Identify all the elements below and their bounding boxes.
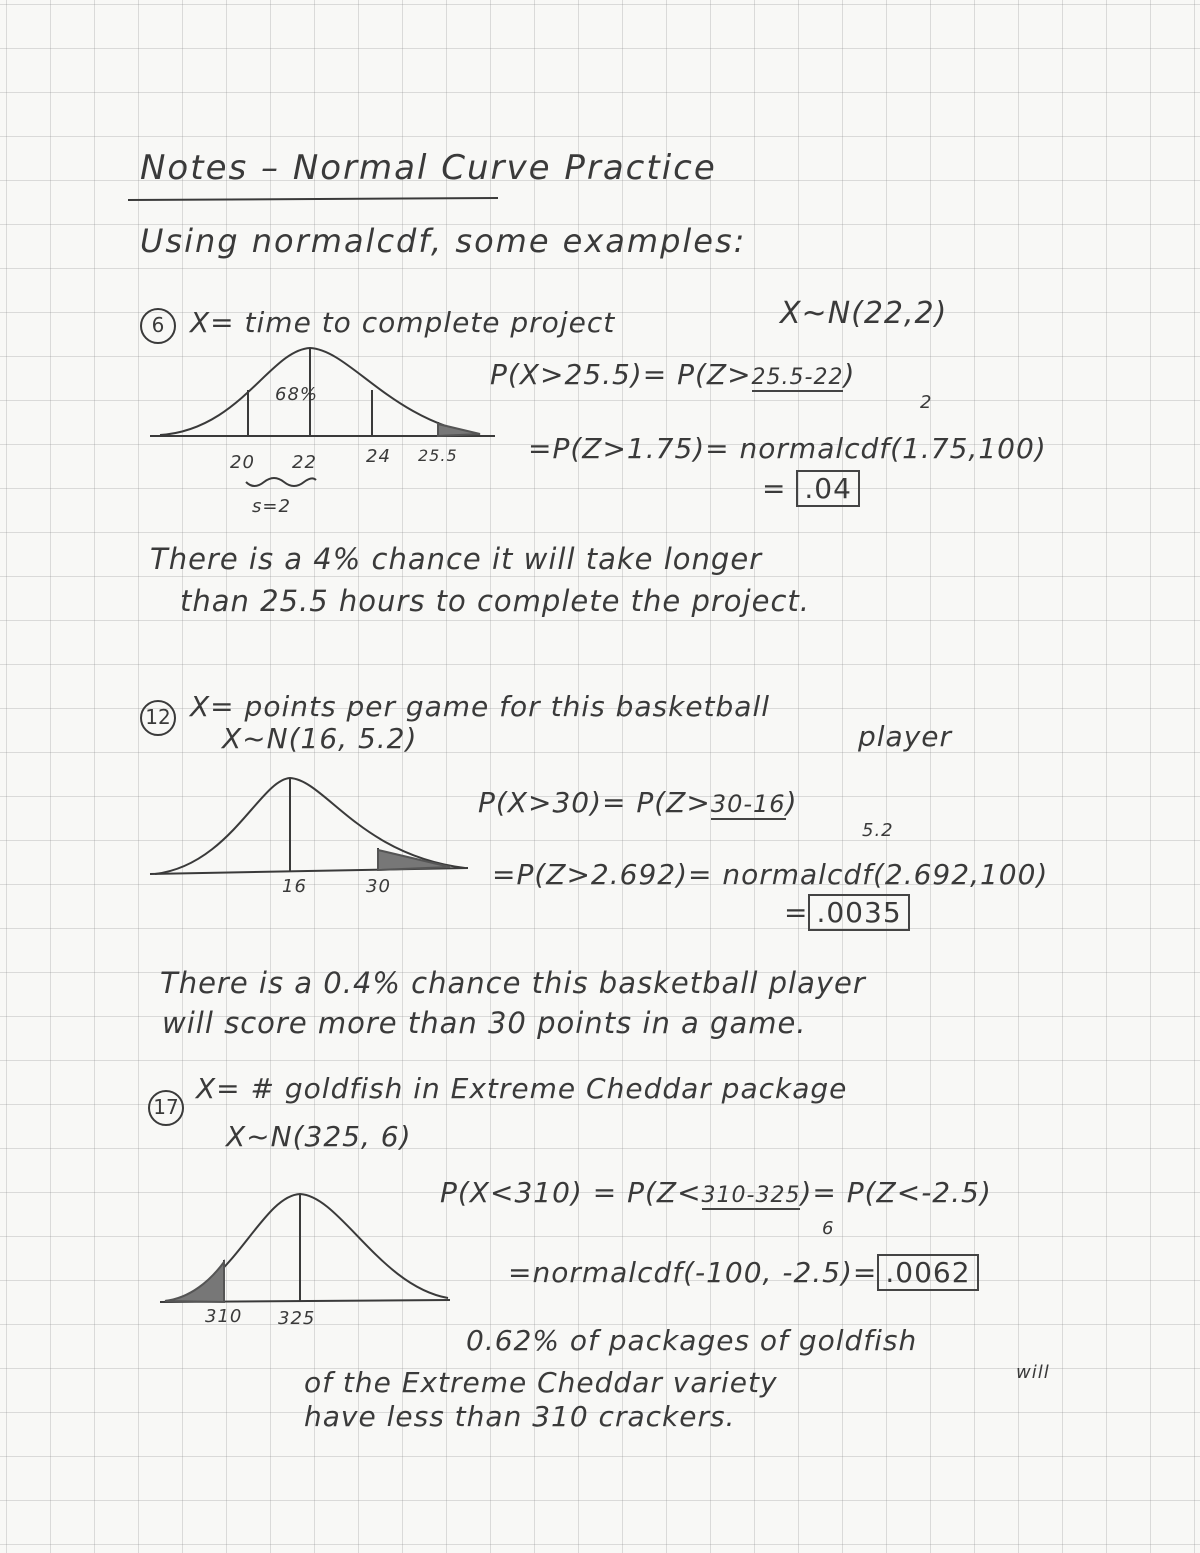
ex12-equation-3: = .0035 [784,896,910,929]
ex17-conclusion-line-2: of the Extreme Cheddar variety [304,1366,778,1399]
ex12-distribution: X~N(16, 5.2) [222,722,418,755]
ex17-conclusion-line-3: have less than 310 crackers. [304,1400,736,1433]
ex6-pct-label: 68% [275,384,319,405]
ex6-sd-label: s=2 [252,496,291,517]
ex12-answer-box: .0035 [808,894,909,931]
ex12-conclusion-line-1: There is a 0.4% chance this basketball player [160,966,866,1000]
ex17-tick-325: 325 [278,1308,316,1329]
example-12-number: 12 [140,700,176,736]
ex6-tick-25-5: 25.5 [418,446,458,465]
ex12-definition: X= points per game for this basketball [190,690,771,723]
ex17-answer-box: .0062 [877,1254,978,1291]
page-subtitle: Using normalcdf, some examples: [140,222,747,260]
ex12-eq1-denominator: 5.2 [862,820,894,841]
ex17-equation-1: P(X<310) = P(Z<310-325)= P(Z<-2.5) [440,1176,992,1209]
ex17-equation-2: =normalcdf(-100, -2.5)= .0062 [508,1256,979,1289]
ex17-definition: X= # goldfish in Extreme Cheddar package [196,1072,848,1105]
ex6-conclusion-line-1: There is a 4% chance it will take longer [150,542,763,576]
page-title: Notes – Normal Curve Practice [140,148,717,188]
ex17-normal-curve [160,1186,460,1306]
ex6-definition: X= time to complete project [190,306,616,339]
ex6-tick-24: 24 [366,446,391,467]
example-17-number: 17 [148,1090,184,1126]
ex12-tick-30: 30 [366,876,391,897]
ex6-equation-1: P(X>25.5)= P(Z>25.5-22) [490,358,856,391]
ex17-conclusion-line-1: 0.62% of packages of goldfish [466,1324,918,1357]
ex6-equation-3: = .04 [762,472,860,505]
ex6-eq1-denominator: 2 [920,392,933,413]
title-underline [128,196,508,206]
ex6-equation-2: =P(Z>1.75)= normalcdf(1.75,100) [528,432,1047,465]
ex12-normal-curve [150,770,480,880]
ex6-answer-box: .04 [796,470,860,507]
ex6-conclusion-line-2: than 25.5 hours to complete the project. [180,584,810,618]
ex6-distribution: X~N(22,2) [780,296,948,331]
ex17-tick-310: 310 [205,1306,243,1327]
ex12-equation-1: P(X>30)= P(Z>30-16) [478,786,798,819]
ex12-tick-16: 16 [282,876,307,897]
ex12-equation-2: =P(Z>2.692)= normalcdf(2.692,100) [492,858,1049,891]
ex6-normal-curve [150,340,500,440]
ex17-conclusion-line-1b: will [1016,1362,1050,1383]
ex12-conclusion-line-2: will score more than 30 points in a game. [162,1006,807,1040]
ex6-brace [244,474,324,494]
ex6-tick-22: 22 [292,452,317,473]
ex6-tick-20: 20 [230,452,255,473]
ex17-eq1-denominator: 6 [822,1218,835,1239]
example-6-number: 6 [140,308,176,344]
ex17-distribution: X~N(325, 6) [226,1120,412,1153]
ex12-definition-cont: player [858,720,953,753]
